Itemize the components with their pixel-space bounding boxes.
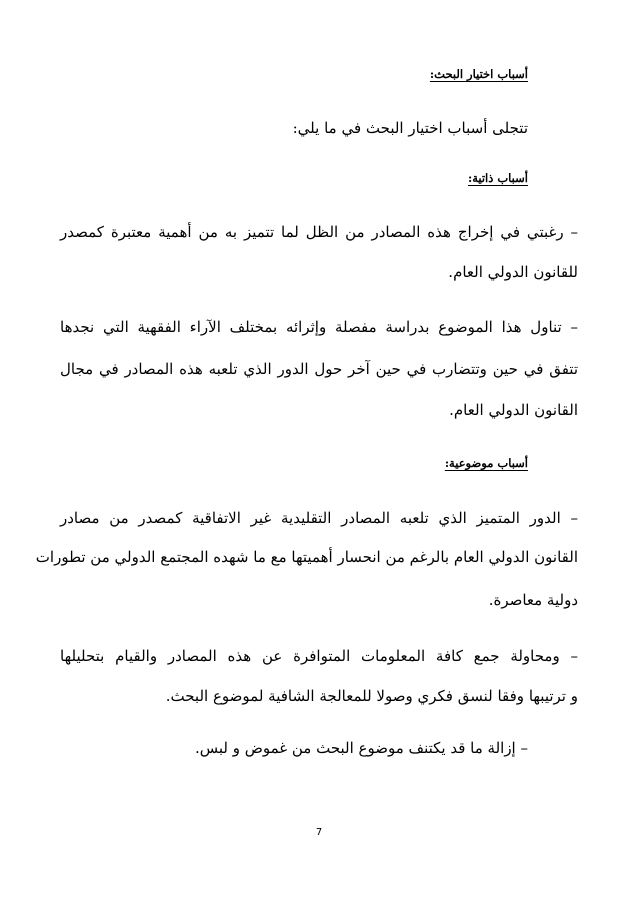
paragraph-2-line-1: – تناول هذا الموضوع بدراسة مفصلة وإثرائه بمختلف الآراء الفقهية التي نجدها (60, 318, 578, 336)
section-heading-personal: أسباب ذاتية: (467, 171, 528, 185)
paragraph-3-line-3: دولية معاصرة. (488, 591, 578, 609)
paragraph-2-line-2: تتفق في حين وتتضارب في حين آخر حول الدور الذي تلعبه هذه المصادر في مجال (60, 360, 578, 378)
paragraph-1-line-2: للقانون الدولي العام. (448, 263, 578, 281)
paragraph-1-line-1: – رغبتي في إخراج هذه المصادر من الظل لما تتميز به من أهمية معتبرة كمصدر (60, 223, 578, 241)
paragraph-4-line-1: – ومحاولة جمع كافة المعلومات المتوافرة عن هذه المصادر والقيام بتحليلها (60, 647, 578, 665)
page-number: 7 (315, 827, 323, 838)
paragraph-3-line-1: – الدور المتميز الذي تلعبه المصادر التقليدية غير الاتفاقية كمصدر من مصادر (60, 509, 578, 527)
paragraph-2-line-3: القانون الدولي العام. (449, 401, 578, 419)
section-heading-reasons: أسباب اختيار البحث: (429, 67, 528, 81)
paragraph-3-line-2: القانون الدولي العام بالرغم من انحسار أهميتها مع ما شهده المجتمع الدولي من تطورات (35, 548, 578, 566)
section-heading-objective: أسباب موضوعية: (444, 456, 528, 470)
paragraph-4-line-2: و ترتيبها وفقا لنسق فكري وصولا للمعالجة الشافية لموضوع البحث. (165, 687, 578, 705)
paragraph-5-line-1: – إزالة ما قد يكتنف موضوع البحث من غموض و لبس. (194, 739, 528, 757)
intro-line: تتجلى أسباب اختيار البحث في ما يلي: (292, 119, 528, 137)
